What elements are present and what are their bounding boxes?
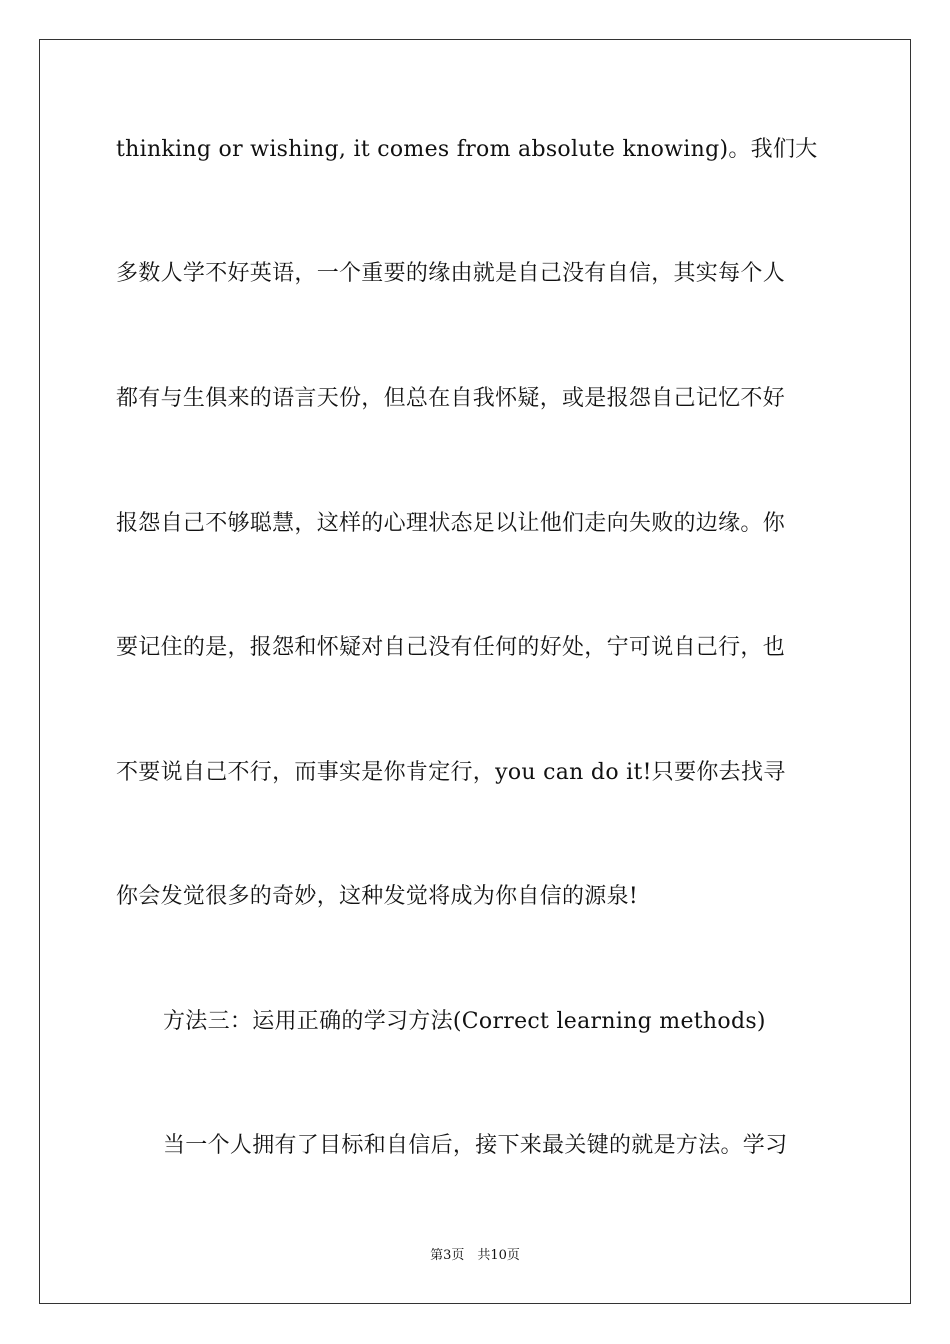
body-text-line-2: 多数人学不好英语，一个重要的缘由就是自己没有自信，其实每个人	[116, 261, 786, 286]
page-border	[39, 39, 911, 1304]
body-text-line-3: 都有与生俱来的语言天份，但总在自我怀疑，或是报怨自己记忆不好	[116, 386, 786, 411]
section-heading: 方法三：运用正确的学习方法(Correct learning methods)	[163, 1009, 766, 1034]
body-text-line-7: 你会发觉很多的奇妙，这种发觉将成为你自信的源泉!	[116, 884, 639, 909]
paragraph-start-line: 当一个人拥有了目标和自信后，接下来最关键的就是方法。学习	[163, 1133, 788, 1158]
body-text-line-4: 报怨自己不够聪慧，这样的心理状态足以让他们走向失败的边缘。你	[116, 511, 786, 536]
body-text-line-5: 要记住的是，报怨和怀疑对自己没有任何的好处，宁可说自己行，也	[116, 635, 786, 660]
page-number-footer: 第3页 共10页	[430, 1248, 520, 1263]
body-text-line-1: thinking or wishing, it comes from absolute knowing)。我们大	[116, 137, 818, 162]
body-text-line-6: 不要说自己不行，而事实是你肯定行，you can do it!只要你去找寻	[116, 760, 786, 785]
